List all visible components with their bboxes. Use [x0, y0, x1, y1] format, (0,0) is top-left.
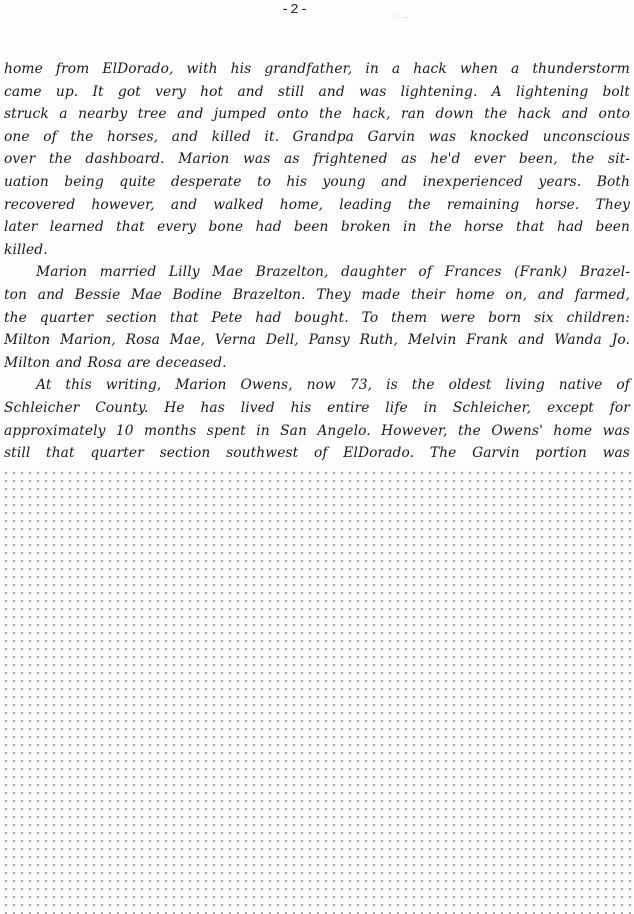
dotted-overlay: [0, 466, 634, 914]
text-line: came up. It got very hot and still and was lightening. A lightening bolt: [4, 83, 630, 100]
text-line: struck a nearby tree and jumped onto the hack, ran down the hack and onto: [4, 106, 630, 123]
text-line: over the dashboard. Marion was as frightened as he'd ever been, the sit-: [4, 151, 630, 168]
text-line: At this writing, Marion Owens, now 73, is the oldest living native of: [36, 377, 630, 394]
text-line: later learned that every bone had been broken in the horse that had been: [4, 219, 630, 236]
body-text: [4, 58, 630, 465]
text-line-partial: still that quarter section southwest of ElDorado. The Garvin portion was: [4, 445, 630, 462]
text-line: Schleicher County. He has lived his entire life in Schleicher, except for: [4, 399, 630, 416]
text-line: killed.: [4, 241, 48, 258]
page-number: -2-: [280, 2, 310, 18]
text-line: recovered however, and walked home, leading the remaining horse. They: [4, 196, 630, 213]
scan-marks: : ..: [396, 12, 410, 20]
text-line: Milton and Rosa are deceased.: [4, 354, 227, 371]
text-line: the quarter section that Pete had bought. To them were born six children:: [4, 309, 630, 326]
text-line: one of the horses, and killed it. Grandpa Garvin was knocked unconscious: [4, 128, 630, 145]
text-line: uation being quite desperate to his young and inexperienced years. Both: [4, 173, 630, 190]
text-line: Marion married Lilly Mae Brazelton, daughter of Frances (Frank) Brazel-: [36, 264, 630, 281]
text-line: Milton Marion, Rosa Mae, Verna Dell, Pansy Ruth, Melvin Frank and Wanda Jo.: [4, 332, 630, 349]
text-line: approximately 10 months spent in San Angelo. However, the Owens' home was: [4, 422, 630, 439]
text-line: ton and Bessie Mae Bodine Brazelton. They made their home on, and farmed,: [4, 286, 630, 303]
text-line: home from ElDorado, with his grandfather, in a hack when a thunderstorm: [4, 61, 630, 77]
